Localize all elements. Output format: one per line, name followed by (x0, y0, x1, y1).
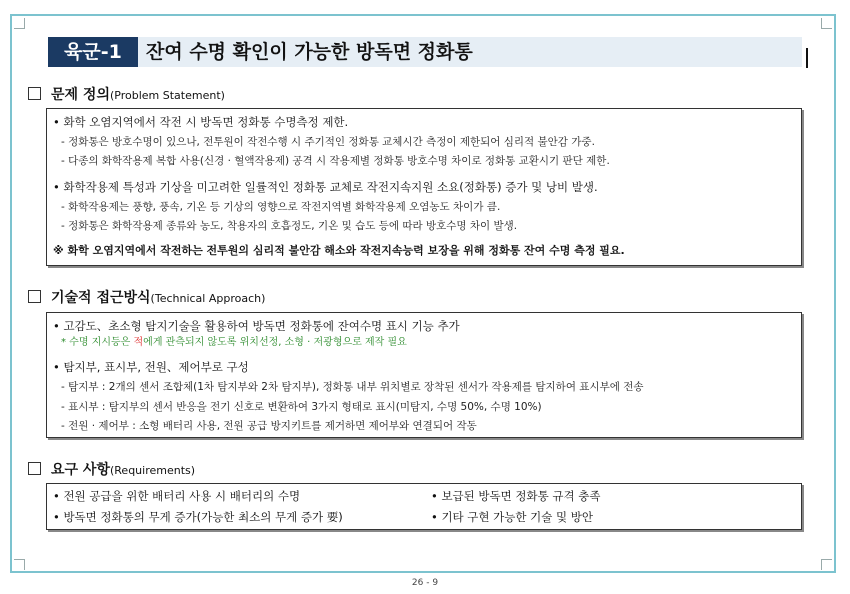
checkbox-icon (28, 87, 41, 100)
title-tag: 육군-1 (48, 37, 138, 67)
section-heading-en: (Technical Approach) (150, 292, 266, 305)
requirements-panel (46, 483, 802, 530)
approach-note-pre: * 수명 지시등은 (61, 337, 134, 348)
section-heading-text: 기술적 접근방식 (51, 290, 151, 306)
approach-bullet-2: • 탐지부, 표시부, 전원、제어부로 구성 (53, 360, 249, 374)
checkbox-icon (28, 290, 41, 303)
approach-note-post: 에게 관측되지 않도록 위치선정, 소형 · 저광형으로 제작 필요 (143, 337, 407, 348)
problem-bullet-2-sub-2: - 정화통은 화학작용제 종류와 농도, 착용자의 호흡정도, 기온 및 습도 등에 따라 방호수명 차이 발생. (61, 220, 518, 232)
approach-bullet-1: • 고감도、초소형 탐지기술을 활용하여 방독면 정화통에 잔여수명 표시 기능 추가 (53, 319, 460, 333)
approach-note (61, 335, 407, 351)
approach-panel (46, 312, 802, 438)
problem-panel (46, 108, 802, 266)
approach-sub-3: - 전원 · 제어부 : 소형 배터리 사용, 전원 공급 방지키트를 제거하면 제어부와 연결되어 작동 (61, 420, 477, 432)
problem-conclusion: ※ 화학 오염지역에서 작전하는 전투원의 심리적 불안감 해소와 작전지속능력 보장을 위해 정화통 잔여 수명 측정 필요. (53, 244, 625, 257)
checkbox-icon (28, 462, 41, 475)
approach-note-highlight: 적 (133, 337, 144, 348)
crop-mark-top-right (821, 18, 832, 29)
page-number: 26 - 9 (411, 578, 439, 588)
page-title: 잔여 수명 확인이 가능한 방독면 정화통 (146, 41, 473, 63)
requirement-item: • 전원 공급을 위한 배터리 사용 시 배터리의 수명 (53, 489, 301, 503)
approach-sub-2: - 표시부 : 탐지부의 센서 반응을 전기 신호로 변환하여 3가지 형태로 표시(미탐지, 수명 50%, 수명 10%) (61, 401, 542, 413)
text-cursor (806, 48, 808, 68)
problem-bullet-2-sub-1: - 화학작용제는 풍향, 풍속, 기온 등 기상의 영향으로 작전지역별 화학작용제 오염농도 차이가 큼. (61, 201, 501, 213)
requirement-item: • 기타 구현 가능한 기술 및 방안 (431, 510, 594, 524)
requirement-item: • 방독면 정화통의 무게 증가(가능한 최소의 무게 증가 要) (53, 510, 343, 524)
section-heading-en: (Problem Statement) (109, 89, 225, 102)
section-heading-en: (Requirements) (109, 464, 196, 477)
problem-bullet-1: • 화학 오염지역에서 작전 시 방독면 정화통 수명측정 제한. (53, 115, 349, 129)
section-heading-approach (28, 288, 265, 308)
crop-mark-top-left (14, 18, 25, 29)
problem-bullet-2: • 화학작용제 특성과 기상을 미고려한 일률적인 정화통 교체로 작전지속지원 소요(정화통) 증가 및 낭비 발생. (53, 180, 598, 194)
problem-bullet-1-sub-2: - 다종의 화학작용제 복합 사용(신경 · 혈액작용제) 공격 시 작용제별 정화통 방호수명 차이로 정화통 교환시기 판단 제한. (61, 155, 610, 167)
section-heading-text: 요구 사항 (51, 462, 110, 478)
approach-sub-1: - 탐지부 : 2개의 센서 조합체(1차 탐지부와 2차 탐지부), 정화통 내부 위치별로 장착된 센서가 작용제를 탐지하여 표시부에 전송 (61, 381, 644, 393)
crop-mark-bottom-left (14, 559, 25, 570)
section-heading-requirements (28, 460, 195, 480)
crop-mark-bottom-right (821, 559, 832, 570)
section-heading-problem (28, 85, 225, 105)
section-heading-text: 문제 정의 (51, 87, 110, 103)
problem-bullet-1-sub-1: - 정화통은 방호수명이 있으나, 전투원이 작전수행 시 주기적인 정화통 교체시간 측정이 제한되어 심리적 불안감 가중. (61, 136, 595, 148)
requirement-item: • 보급된 방독면 정화통 규격 충족 (431, 489, 601, 503)
